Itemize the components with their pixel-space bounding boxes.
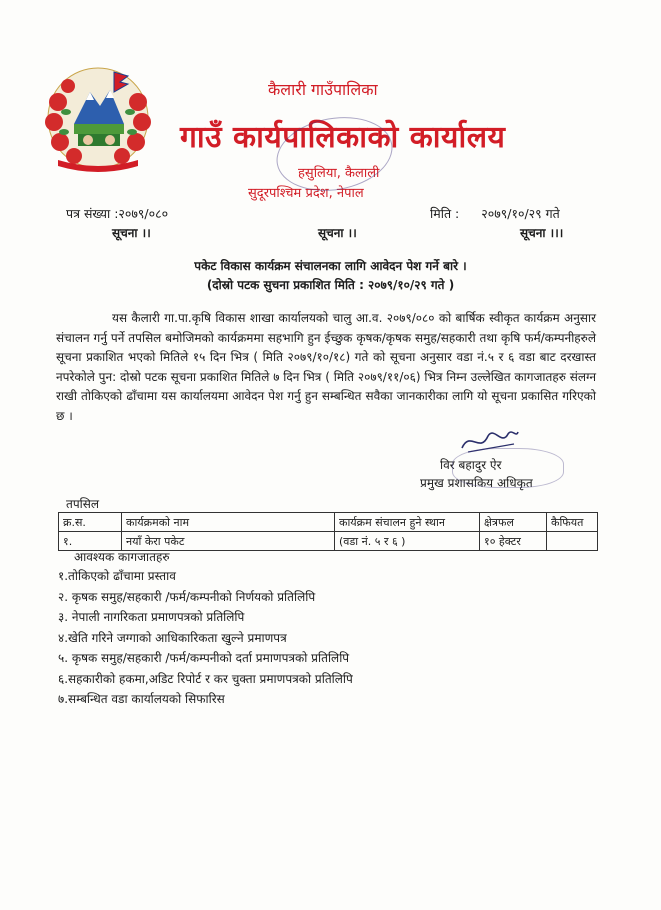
list-item: १.तोकिएको ढाँचामा प्रस्ताव xyxy=(58,569,176,583)
header-remarks: कैफियत xyxy=(547,513,598,532)
subject-line: पकेट विकास कार्यक्रम संचालनका लागि आवेदन पेश गर्ने बारे । xyxy=(194,259,467,273)
list-item: ३. नेपाली नागरिकता प्रमाणपत्रको प्रतिलिपि xyxy=(58,610,245,624)
program-table xyxy=(58,512,598,551)
nepal-emblem-icon xyxy=(38,62,158,174)
notice-body: यस कैलारी गा.पा.कृषि विकास शाखा कार्यालयको चालु आ.व. २०७९/०८० को बार्षिक स्वीकृत कार्यक्रम अनुसार संचालन गर्नु पर्ने तपसिल बमोजिमको कार्यक्रममा सहभागि हुन ईच्छुक कृषक/कृषक समुह/सहकारी तथा कृषि फर्म/कम्पनीहरुले सूचना प्रकाशित भएको मितिले १५ दिन भित्र ( मिति २०७९/१०/१८) गते को सूचना अनुसार वडा नं.५ र ६ वडा बाट दरखास्त नपरेकोले पुन: दोस्रो पटक सूचना प्रकाशित मितिले ७ दिन भित्र ( मिति २०७९/११/०६) भित्र निम्न उल्लेखित कागजातहरु संलग्न राखी तोकिएको ढाँचामा यस कार्यालयमा आवेदन पेश गर्नु हुन सम्बन्धित सवैका जानकारीका लागि यो सूचना प्रकासित गरिएको छ । xyxy=(56,311,596,423)
signature-stamp xyxy=(452,448,564,488)
date-line xyxy=(430,205,560,222)
header-serial: क्र.स. xyxy=(59,513,122,532)
municipality-name: कैलारी गाउँपालिका xyxy=(268,80,378,99)
office-title: गाउँ कार्यपालिकाको कार्यालय xyxy=(180,120,506,155)
cell-location: (वडा नं. ५ र ६ ) xyxy=(335,532,480,551)
cell-program: नयाँ केरा पकेट xyxy=(122,532,335,551)
date-label: मिति : xyxy=(430,206,460,221)
date-value: २०७९/१०/२९ गते xyxy=(481,206,560,221)
list-item: ४.खेति गरिने जग्गाको आधिकारिकता खुल्ने प्रमाणपत्र xyxy=(58,630,287,645)
documents-list xyxy=(58,566,353,710)
cell-remarks xyxy=(547,532,598,551)
header-area: क्षेत्रफल xyxy=(480,513,547,532)
cell-serial: १. xyxy=(59,532,122,551)
header-location: कार्यक्रम संचालन हुने स्थान xyxy=(335,513,480,532)
list-item: ७.सम्बन्धित वडा कार्यालयको सिफारिस xyxy=(58,692,225,706)
office-location: हसुलिया, कैलाली xyxy=(298,166,380,181)
table-label: तपसिल xyxy=(66,497,100,511)
signatory-title: प्रमुख प्रशासकिय अधिकृत xyxy=(420,476,533,490)
notice-mark-3: सूचना ।।। xyxy=(520,226,564,240)
list-item: ५. कृषक समुह/सहकारी /फर्म/कम्पनीको दर्ता प्रमाणपत्रको प्रतिलिपि xyxy=(58,651,350,665)
notice-mark-1: सूचना ।। xyxy=(112,226,151,240)
notice-mark-2: सूचना ।। xyxy=(318,226,357,240)
list-item: २. कृषक समुह/सहकारी /फर्म/कम्पनीको निर्णयको प्रतिलिपि xyxy=(58,589,316,604)
office-province: सुदूरपश्चिम प्रदेश, नेपाल xyxy=(248,186,364,201)
list-item: ६.सहकारीको हकमा,अडिट रिपोर्ट र कर चुक्ता प्रमाणपत्रको प्रतिलिपि xyxy=(58,671,353,686)
header-program: कार्यक्रमको नाम xyxy=(122,513,335,532)
table-header-row xyxy=(59,513,598,532)
documents-title: आवश्यक कागजातहरु xyxy=(74,550,170,564)
subject-subline: (दोस्रो पटक सुचना प्रकाशित मिति : २०७९/१०/२९ गते ) xyxy=(206,278,455,292)
reference-number: पत्र संख्या :२०७९/०८० xyxy=(66,206,169,221)
signatory-name: विर बहादुर ऐर xyxy=(440,458,502,472)
cell-area: १० हेक्टर xyxy=(480,532,547,551)
